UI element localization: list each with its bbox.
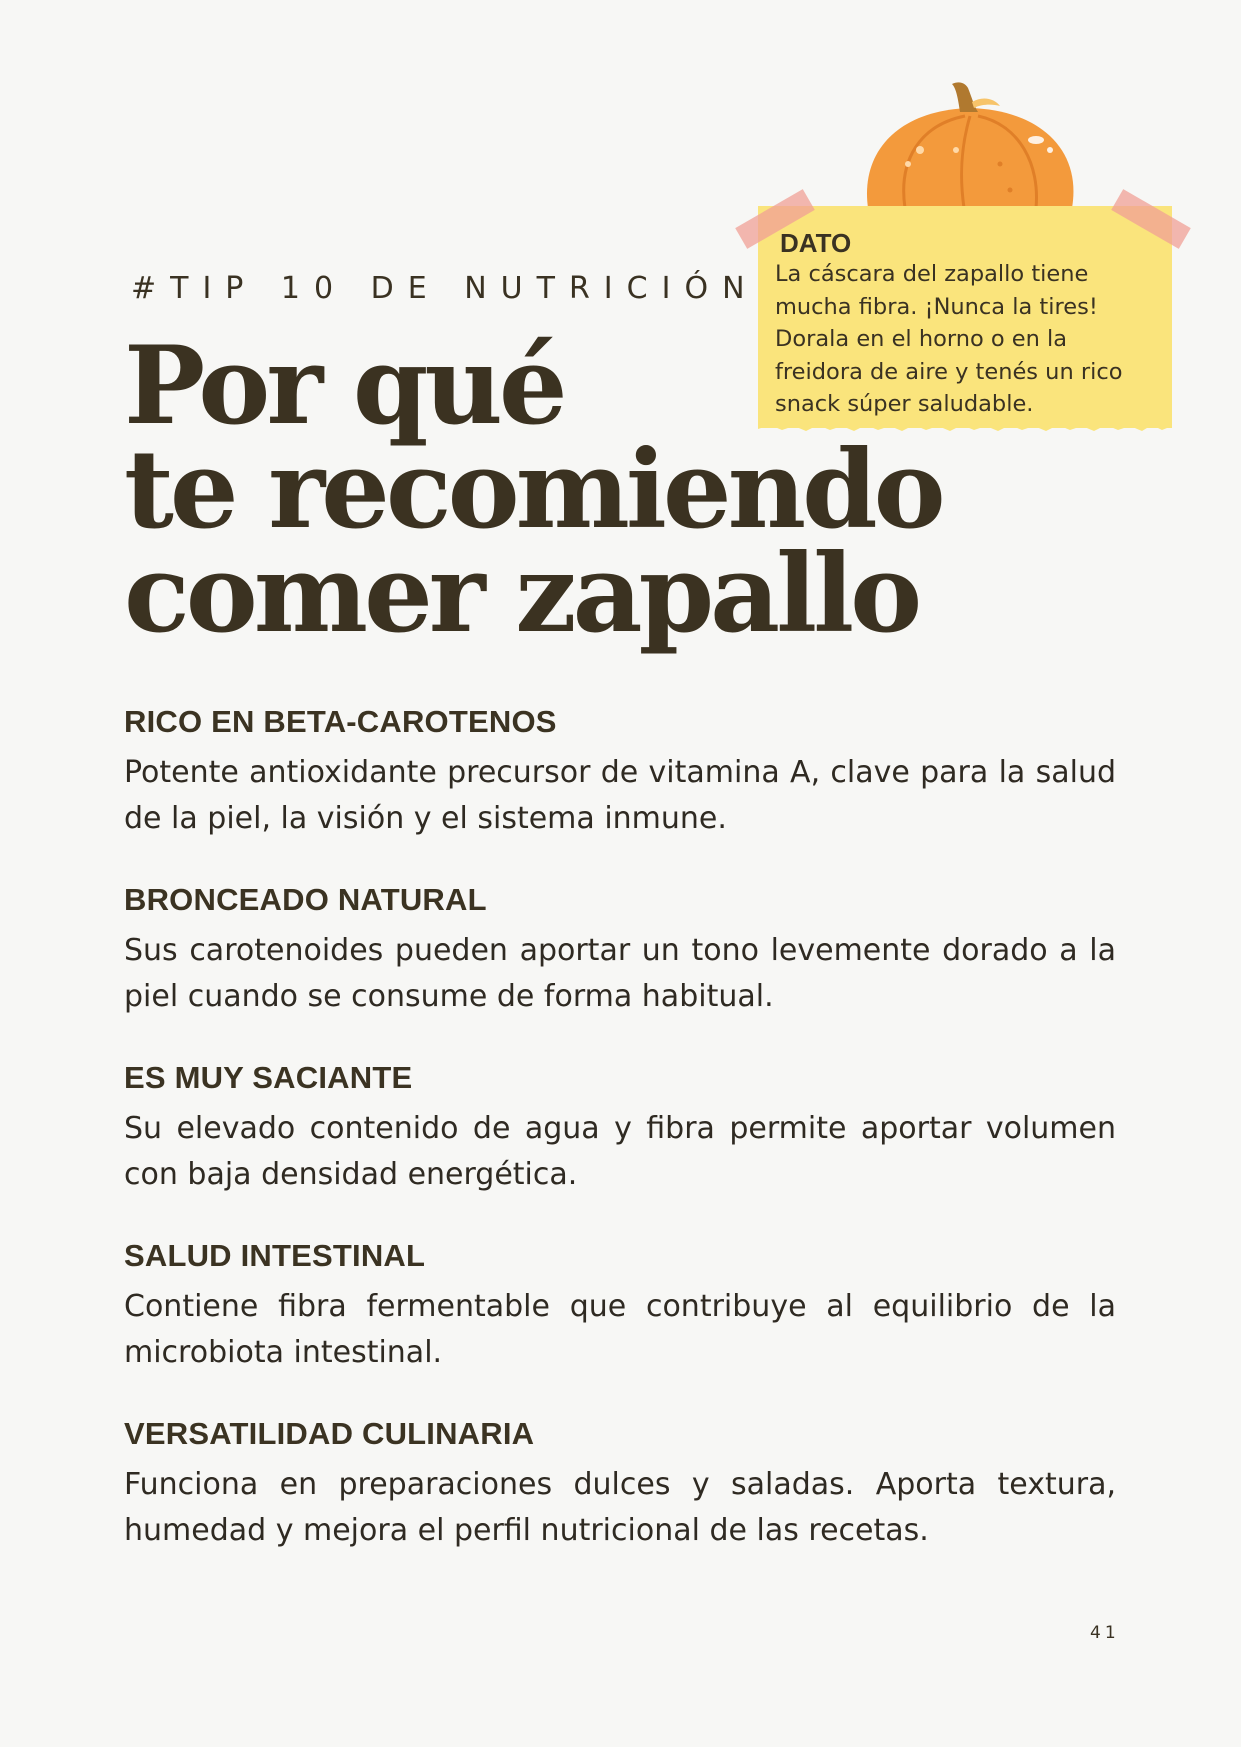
page-title — [124, 323, 1124, 657]
benefit-heading: RICO EN BETA-CAROTENOS — [124, 704, 557, 739]
benefit-heading: SALUD INTESTINAL — [124, 1238, 426, 1273]
benefit-text: Contiene fibra fermentable que contribuye al equilibrio de la microbiota intestinal. — [124, 1289, 1116, 1370]
benefit-heading: BRONCEADO NATURAL — [124, 882, 487, 917]
benefit-text: Funciona en preparaciones dulces y saladas. Aporta textura, humedad y mejora el perfil nutricional de las recetas. — [124, 1467, 1116, 1548]
page-number: 41 — [1090, 1623, 1120, 1643]
benefit-text: Su elevado contenido de agua y fibra permite aportar volumen con baja densidad energética. — [124, 1111, 1116, 1192]
benefit-item — [124, 878, 1116, 1020]
benefit-heading: VERSATILIDAD CULINARIA — [124, 1416, 535, 1451]
benefit-text: Potente antioxidante precursor de vitamina A, clave para la salud de la piel, la visión y el sistema inmune. — [124, 755, 1116, 836]
benefit-text: Sus carotenoides pueden aportar un tono levemente dorado a la piel cuando se consume de forma habitual. — [124, 933, 1116, 1014]
title-line-3: comer zapallo — [124, 531, 919, 657]
benefit-item — [124, 1412, 1116, 1554]
benefit-heading: ES MUY SACIANTE — [124, 1060, 413, 1095]
tip-kicker: #TIP 10 DE NUTRICIÓN — [131, 271, 759, 306]
note-text: La cáscara del zapallo tiene mucha fibra. ¡Nunca la tires! Dorala en el horno o en la freidora de aire y tenés un rico snack súper saludable. — [775, 261, 1123, 417]
benefit-item — [124, 1234, 1116, 1376]
benefit-item — [124, 1056, 1116, 1198]
title-line-2: te recomiendo — [124, 427, 942, 553]
pumpkin-illustration — [860, 80, 1080, 208]
note-label: DATO — [780, 228, 852, 258]
title-line-1: Por qué — [124, 323, 564, 449]
benefit-item — [124, 700, 1116, 842]
benefits-list — [124, 700, 1116, 1590]
